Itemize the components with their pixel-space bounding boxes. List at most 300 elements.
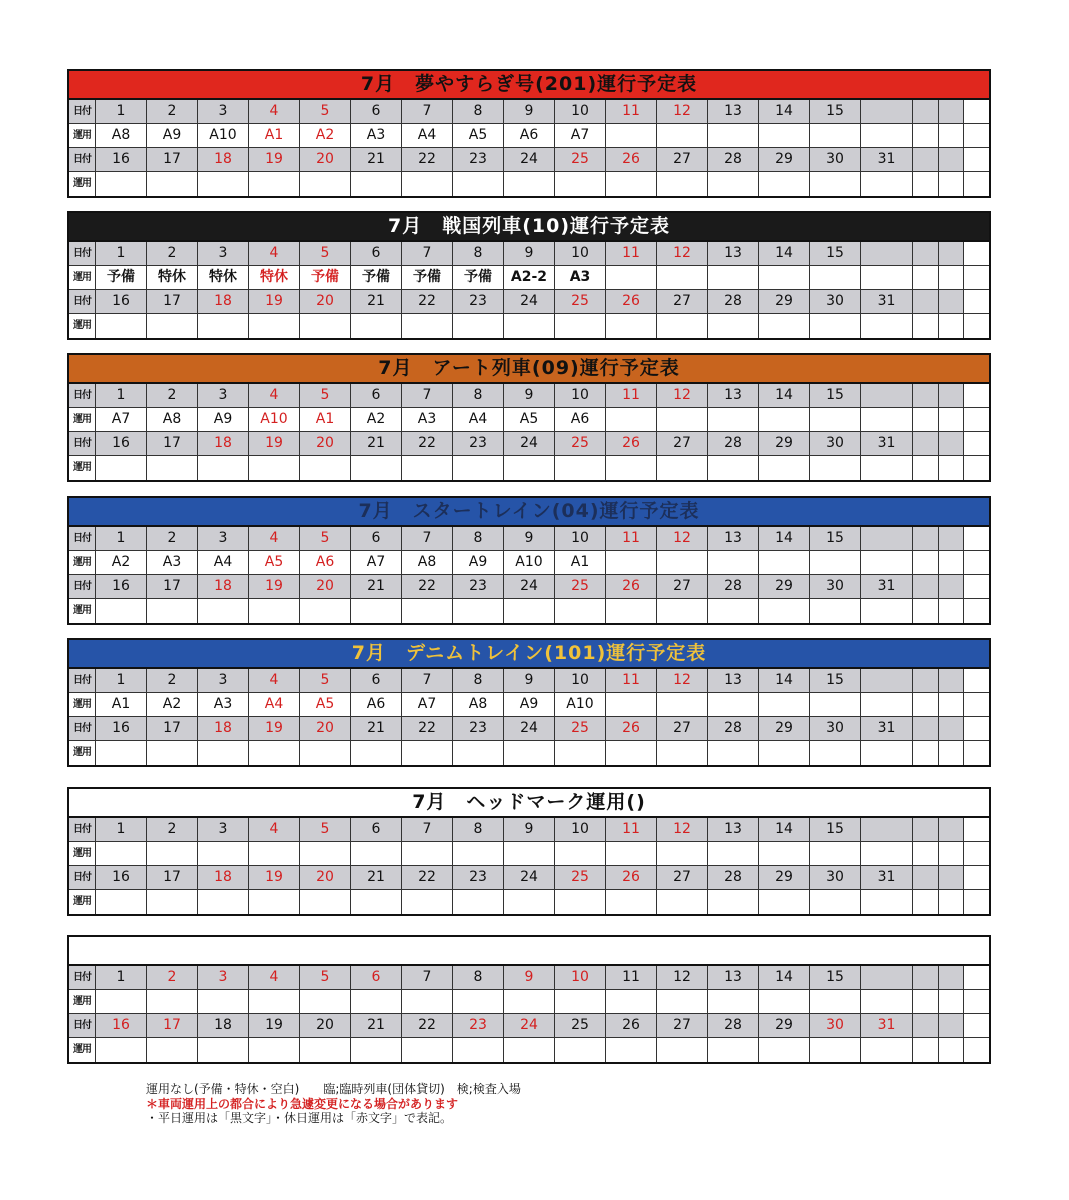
date-cell: 4 xyxy=(249,818,300,841)
operation-cell xyxy=(913,890,939,914)
date-cell: 26 xyxy=(606,1014,657,1037)
operation-cell xyxy=(708,599,759,623)
date-cell: 15 xyxy=(810,966,861,989)
blank-cell xyxy=(69,196,96,197)
date-cell: 6 xyxy=(351,242,402,265)
operation-cell xyxy=(913,741,939,765)
operation-cell xyxy=(861,842,913,865)
date-cell: 1 xyxy=(96,669,147,692)
date-cell: 5 xyxy=(300,669,351,692)
date-cell: 22 xyxy=(402,290,453,313)
date-cell xyxy=(913,290,939,313)
date-cell: 11 xyxy=(606,242,657,265)
operation-cell xyxy=(810,266,861,289)
date-cell: 8 xyxy=(453,669,504,692)
operation-cell xyxy=(198,890,249,914)
date-cell: 26 xyxy=(606,432,657,455)
schedule-title: 7月 戦国列車(10)運行予定表 xyxy=(69,213,989,242)
date-cell: 3 xyxy=(198,100,249,123)
operation-row xyxy=(69,551,989,575)
operation-cell xyxy=(96,890,147,914)
date-cell: 27 xyxy=(657,717,708,740)
date-cell: 12 xyxy=(657,100,708,123)
date-cell: 5 xyxy=(300,966,351,989)
date-cell: 28 xyxy=(708,148,759,171)
date-cell: 2 xyxy=(147,527,198,550)
date-cell: 16 xyxy=(96,290,147,313)
date-cell xyxy=(861,527,913,550)
operation-cell: A4 xyxy=(402,124,453,147)
operation-cell xyxy=(708,456,759,480)
operation-cell: 予備 xyxy=(351,266,402,289)
operation-cell xyxy=(759,172,810,196)
operation-cell xyxy=(402,1038,453,1062)
date-cell: 28 xyxy=(708,575,759,598)
date-cell: 24 xyxy=(504,148,555,171)
date-cell: 19 xyxy=(249,866,300,889)
date-cell xyxy=(913,1014,939,1037)
date-cell: 17 xyxy=(147,290,198,313)
date-cell xyxy=(913,866,939,889)
operation-cell: A10 xyxy=(504,551,555,574)
operation-cell xyxy=(657,741,708,765)
blank-cell xyxy=(69,914,96,915)
schedule-title: 7月 ヘッドマーク運用() xyxy=(69,789,989,818)
operation-cell xyxy=(555,1038,606,1062)
date-cell: 9 xyxy=(504,384,555,407)
operation-cell xyxy=(555,172,606,196)
date-cell: 23 xyxy=(453,1014,504,1037)
date-cell: 30 xyxy=(810,290,861,313)
blank-cell xyxy=(939,408,964,431)
operation-row xyxy=(69,266,989,290)
date-cell: 11 xyxy=(606,527,657,550)
operation-cell xyxy=(861,551,913,574)
operation-cell xyxy=(606,693,657,716)
operation-cell: A2 xyxy=(147,693,198,716)
date-cell: 13 xyxy=(708,966,759,989)
operation-cell xyxy=(810,551,861,574)
date-row xyxy=(69,866,989,890)
operation-cell xyxy=(759,266,810,289)
date-cell: 31 xyxy=(861,432,913,455)
operation-cell: A1 xyxy=(300,408,351,431)
operation-cell xyxy=(708,124,759,147)
operation-cell xyxy=(555,314,606,338)
operation-row xyxy=(69,408,989,432)
operation-label: 運用 xyxy=(69,124,96,147)
date-cell: 16 xyxy=(96,717,147,740)
date-cell xyxy=(913,148,939,171)
date-cell: 27 xyxy=(657,1014,708,1037)
date-cell: 22 xyxy=(402,866,453,889)
date-cell: 31 xyxy=(861,290,913,313)
date-cell: 17 xyxy=(147,575,198,598)
date-cell: 12 xyxy=(657,669,708,692)
operation-cell xyxy=(249,1038,300,1062)
date-row xyxy=(69,148,989,172)
date-cell: 7 xyxy=(402,100,453,123)
date-label: 日付 xyxy=(69,384,96,407)
operation-row xyxy=(69,456,989,480)
blank-cell xyxy=(939,1038,964,1062)
operation-cell xyxy=(913,1038,939,1062)
operation-cell xyxy=(810,890,861,914)
operation-cell xyxy=(402,990,453,1013)
operation-cell xyxy=(913,599,939,623)
operation-cell xyxy=(759,842,810,865)
date-cell xyxy=(913,432,939,455)
date-cell: 26 xyxy=(606,575,657,598)
date-cell xyxy=(913,242,939,265)
date-cell: 5 xyxy=(300,527,351,550)
operation-cell xyxy=(198,1038,249,1062)
operation-cell: A5 xyxy=(453,124,504,147)
operation-cell xyxy=(606,266,657,289)
date-cell: 17 xyxy=(147,717,198,740)
blank-cell xyxy=(939,818,964,841)
date-cell: 23 xyxy=(453,866,504,889)
date-cell: 24 xyxy=(504,1014,555,1037)
date-cell: 10 xyxy=(555,242,606,265)
date-cell: 22 xyxy=(402,717,453,740)
date-cell: 7 xyxy=(402,384,453,407)
date-cell: 9 xyxy=(504,242,555,265)
operation-cell xyxy=(147,890,198,914)
date-cell: 18 xyxy=(198,1014,249,1037)
date-cell: 25 xyxy=(555,432,606,455)
operation-cell xyxy=(606,124,657,147)
operation-label: 運用 xyxy=(69,741,96,765)
date-cell: 17 xyxy=(147,148,198,171)
operation-cell xyxy=(249,172,300,196)
operation-cell xyxy=(249,456,300,480)
operation-cell: 特休 xyxy=(147,266,198,289)
operation-cell xyxy=(351,314,402,338)
date-label: 日付 xyxy=(69,1014,96,1037)
blank-cell xyxy=(939,599,964,623)
date-row xyxy=(69,669,989,693)
date-cell: 12 xyxy=(657,818,708,841)
operation-cell xyxy=(861,266,913,289)
date-cell: 2 xyxy=(147,966,198,989)
date-cell: 10 xyxy=(555,966,606,989)
date-cell: 2 xyxy=(147,669,198,692)
date-cell: 30 xyxy=(810,432,861,455)
date-cell: 16 xyxy=(96,575,147,598)
date-cell: 1 xyxy=(96,818,147,841)
date-cell: 1 xyxy=(96,527,147,550)
operation-cell xyxy=(861,314,913,338)
blank-cell xyxy=(939,100,964,123)
date-cell: 10 xyxy=(555,669,606,692)
operation-cell xyxy=(657,456,708,480)
blank-cell xyxy=(939,669,964,692)
operation-cell xyxy=(147,741,198,765)
date-cell: 1 xyxy=(96,966,147,989)
date-cell: 13 xyxy=(708,669,759,692)
date-cell: 28 xyxy=(708,432,759,455)
operation-row xyxy=(69,890,989,914)
date-cell: 27 xyxy=(657,148,708,171)
date-cell: 15 xyxy=(810,242,861,265)
operation-cell: A5 xyxy=(504,408,555,431)
operation-cell xyxy=(810,408,861,431)
date-cell: 8 xyxy=(453,818,504,841)
operation-cell: A3 xyxy=(402,408,453,431)
operation-cell: A6 xyxy=(504,124,555,147)
date-cell: 3 xyxy=(198,242,249,265)
date-cell: 11 xyxy=(606,669,657,692)
operation-cell: 予備 xyxy=(453,266,504,289)
date-cell: 25 xyxy=(555,1014,606,1037)
date-cell: 22 xyxy=(402,1014,453,1037)
date-cell: 26 xyxy=(606,290,657,313)
operation-cell: A2 xyxy=(300,124,351,147)
operation-cell xyxy=(555,890,606,914)
operation-cell xyxy=(96,1038,147,1062)
date-cell: 31 xyxy=(861,717,913,740)
date-row xyxy=(69,527,989,551)
operation-cell: A3 xyxy=(198,693,249,716)
date-cell xyxy=(913,384,939,407)
date-cell: 18 xyxy=(198,866,249,889)
operation-cell xyxy=(913,172,939,196)
date-cell: 26 xyxy=(606,717,657,740)
operation-cell xyxy=(555,990,606,1013)
operation-cell xyxy=(913,266,939,289)
date-cell: 3 xyxy=(198,818,249,841)
date-cell: 18 xyxy=(198,148,249,171)
operation-label: 運用 xyxy=(69,456,96,480)
operation-cell: A5 xyxy=(300,693,351,716)
operation-cell: A10 xyxy=(249,408,300,431)
date-cell: 11 xyxy=(606,818,657,841)
date-label: 日付 xyxy=(69,527,96,550)
blank-cell xyxy=(939,242,964,265)
operation-cell: A7 xyxy=(96,408,147,431)
operation-cell xyxy=(147,990,198,1013)
date-cell: 5 xyxy=(300,242,351,265)
operation-cell: 予備 xyxy=(402,266,453,289)
date-cell: 23 xyxy=(453,290,504,313)
operation-cell: A2 xyxy=(351,408,402,431)
operation-cell xyxy=(198,172,249,196)
date-cell: 25 xyxy=(555,290,606,313)
operation-cell: A1 xyxy=(249,124,300,147)
operation-cell xyxy=(402,890,453,914)
operation-cell xyxy=(249,314,300,338)
date-cell: 21 xyxy=(351,1014,402,1037)
operation-cell: A9 xyxy=(198,408,249,431)
date-cell: 25 xyxy=(555,575,606,598)
blank-cell xyxy=(69,480,96,481)
blank-cell xyxy=(939,124,964,147)
operation-cell xyxy=(147,599,198,623)
operation-cell xyxy=(861,693,913,716)
operation-cell xyxy=(810,456,861,480)
operation-label: 運用 xyxy=(69,890,96,914)
date-cell: 15 xyxy=(810,384,861,407)
operation-cell xyxy=(504,890,555,914)
date-cell: 14 xyxy=(759,669,810,692)
operation-cell xyxy=(147,1038,198,1062)
date-cell: 11 xyxy=(606,100,657,123)
date-cell: 29 xyxy=(759,1014,810,1037)
operation-cell: A2 xyxy=(96,551,147,574)
date-cell: 27 xyxy=(657,575,708,598)
operation-cell: A10 xyxy=(555,693,606,716)
date-cell: 1 xyxy=(96,100,147,123)
operation-cell xyxy=(913,124,939,147)
date-cell: 24 xyxy=(504,432,555,455)
operation-cell xyxy=(657,990,708,1013)
operation-cell xyxy=(657,693,708,716)
operation-cell xyxy=(913,408,939,431)
date-cell: 19 xyxy=(249,717,300,740)
date-cell: 28 xyxy=(708,290,759,313)
operation-cell xyxy=(913,456,939,480)
operation-cell xyxy=(810,741,861,765)
date-cell: 20 xyxy=(300,1014,351,1037)
blank-cell xyxy=(939,575,964,598)
blank-cell xyxy=(939,456,964,480)
blank-cell xyxy=(939,990,964,1013)
date-cell: 6 xyxy=(351,669,402,692)
date-cell: 17 xyxy=(147,866,198,889)
blank-cell xyxy=(939,717,964,740)
date-cell: 9 xyxy=(504,527,555,550)
operation-cell xyxy=(249,741,300,765)
operation-row xyxy=(69,314,989,338)
date-cell: 19 xyxy=(249,290,300,313)
operation-cell xyxy=(810,124,861,147)
blank-cell xyxy=(69,1062,96,1063)
operation-cell xyxy=(861,599,913,623)
date-cell: 5 xyxy=(300,818,351,841)
operation-cell xyxy=(606,842,657,865)
operation-label: 運用 xyxy=(69,842,96,865)
operation-cell xyxy=(96,314,147,338)
date-cell: 25 xyxy=(555,866,606,889)
date-cell: 25 xyxy=(555,717,606,740)
operation-cell xyxy=(147,456,198,480)
operation-cell xyxy=(402,741,453,765)
operation-label: 運用 xyxy=(69,693,96,716)
schedule-title: 7月 夢やすらぎ号(201)運行予定表 xyxy=(69,71,989,100)
date-cell: 16 xyxy=(96,866,147,889)
operation-row xyxy=(69,599,989,623)
operation-cell xyxy=(453,842,504,865)
operation-cell xyxy=(300,172,351,196)
blank-cell xyxy=(939,741,964,765)
date-cell: 29 xyxy=(759,290,810,313)
blank-cell xyxy=(939,866,964,889)
blank-cell xyxy=(939,384,964,407)
operation-cell: A8 xyxy=(147,408,198,431)
date-cell: 17 xyxy=(147,432,198,455)
date-cell: 30 xyxy=(810,148,861,171)
operation-cell xyxy=(504,314,555,338)
operation-cell xyxy=(759,314,810,338)
date-cell: 3 xyxy=(198,527,249,550)
operation-cell xyxy=(96,172,147,196)
date-cell: 9 xyxy=(504,100,555,123)
operation-row xyxy=(69,124,989,148)
date-cell: 8 xyxy=(453,242,504,265)
operation-cell: A6 xyxy=(351,693,402,716)
operation-cell xyxy=(708,551,759,574)
operation-cell xyxy=(147,314,198,338)
operation-cell xyxy=(402,842,453,865)
operation-cell xyxy=(555,456,606,480)
date-cell: 3 xyxy=(198,384,249,407)
blank-cell xyxy=(69,623,96,624)
operation-cell xyxy=(810,990,861,1013)
operation-cell xyxy=(759,693,810,716)
date-cell xyxy=(861,242,913,265)
schedule-table xyxy=(67,496,991,625)
date-cell: 20 xyxy=(300,575,351,598)
operation-cell xyxy=(861,124,913,147)
date-cell xyxy=(861,100,913,123)
operation-cell: A9 xyxy=(147,124,198,147)
operation-cell xyxy=(300,741,351,765)
date-cell: 8 xyxy=(453,384,504,407)
date-cell: 25 xyxy=(555,148,606,171)
date-cell: 10 xyxy=(555,384,606,407)
date-cell: 24 xyxy=(504,290,555,313)
date-cell: 6 xyxy=(351,818,402,841)
operation-cell xyxy=(913,990,939,1013)
operation-cell: A4 xyxy=(453,408,504,431)
operation-cell xyxy=(759,124,810,147)
date-cell: 19 xyxy=(249,575,300,598)
operation-cell xyxy=(249,990,300,1013)
date-cell: 30 xyxy=(810,575,861,598)
blank-cell xyxy=(939,314,964,338)
date-cell: 2 xyxy=(147,384,198,407)
blank-cell xyxy=(939,266,964,289)
operation-row xyxy=(69,693,989,717)
date-cell: 14 xyxy=(759,100,810,123)
date-label: 日付 xyxy=(69,818,96,841)
date-row xyxy=(69,432,989,456)
operation-cell xyxy=(300,456,351,480)
date-cell: 30 xyxy=(810,717,861,740)
operation-cell xyxy=(708,314,759,338)
operation-cell xyxy=(147,172,198,196)
date-cell: 30 xyxy=(810,1014,861,1037)
date-cell: 27 xyxy=(657,866,708,889)
date-cell: 23 xyxy=(453,717,504,740)
blank-cell xyxy=(939,172,964,196)
date-cell: 4 xyxy=(249,669,300,692)
date-cell: 2 xyxy=(147,100,198,123)
date-label: 日付 xyxy=(69,432,96,455)
operation-cell xyxy=(759,599,810,623)
date-cell: 5 xyxy=(300,384,351,407)
operation-cell xyxy=(402,172,453,196)
operation-cell xyxy=(810,693,861,716)
operation-cell xyxy=(810,599,861,623)
date-cell: 15 xyxy=(810,527,861,550)
operation-cell: A7 xyxy=(351,551,402,574)
date-row xyxy=(69,575,989,599)
operation-cell: A4 xyxy=(198,551,249,574)
operation-cell xyxy=(759,1038,810,1062)
operation-cell xyxy=(810,314,861,338)
